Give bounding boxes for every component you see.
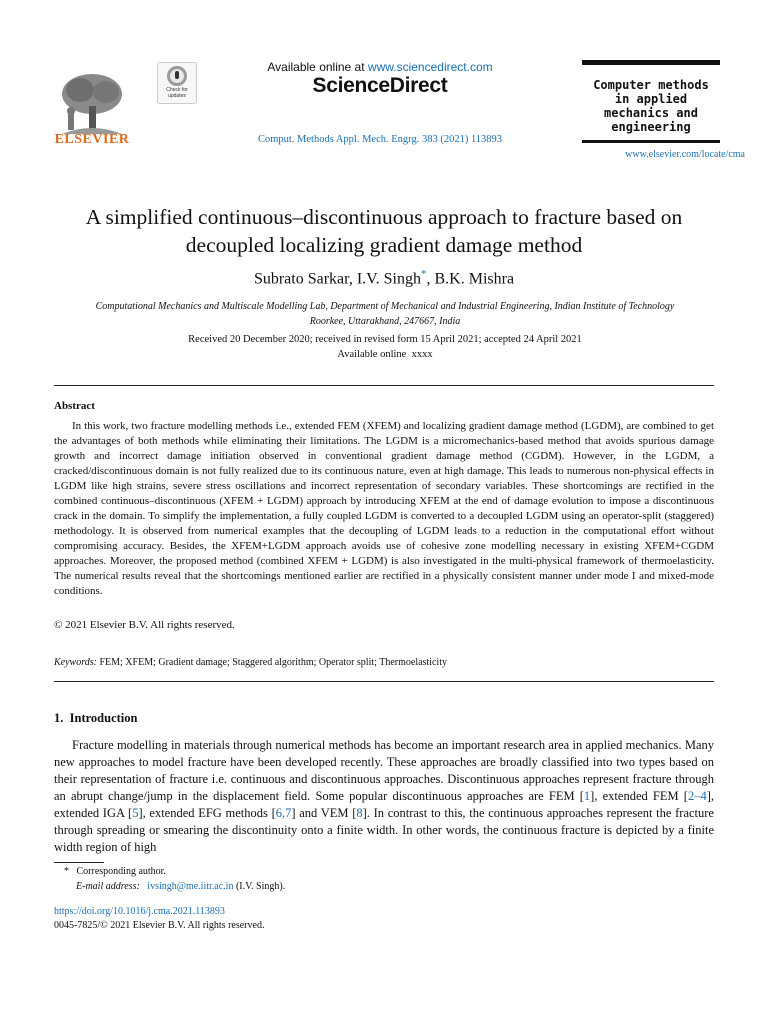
keywords-label: Keywords: (54, 657, 97, 668)
journal-rule-top (582, 60, 720, 65)
journal-title (576, 78, 726, 134)
corresponding-footnote (64, 866, 166, 877)
section-heading: 1. Introduction (54, 711, 138, 725)
keywords (54, 657, 447, 668)
available-online-date: Available online xxxx (337, 349, 433, 360)
intro-text: ] and VEM [ (291, 806, 357, 820)
author-names: Subrato Sarkar, I.V. Singh (253, 270, 421, 288)
journal-citation[interactable]: Comput. Methods Appl. Mech. Engrg. 383 (2021) 113893 (257, 134, 503, 145)
divider-bottom (54, 681, 714, 682)
keywords-list: FEM; XFEM; Gradient damage; Staggered algorithm; Operator split; Thermoelasticity (96, 657, 447, 668)
corresponding-author-link[interactable]: * (421, 268, 427, 280)
sciencedirect-link[interactable]: www.sciencedirect.com (367, 60, 493, 74)
title-line-1: A simplified continuous–discontinuous approach to fracture based on (85, 205, 683, 229)
affiliation-line-1: Computational Mechanics and Multiscale Modelling Lab, Department of Mechanical and Industrial Engineering, Indian Institute of Technology (95, 301, 675, 312)
reference-link[interactable]: 1 (583, 789, 591, 803)
bookmark-icon (167, 66, 187, 86)
journal-title-line: in applied (614, 92, 688, 106)
intro-text: ]. In contrast to this, the continuous approaches represent the fracture through spreading or smearing the discontinuity onto a finite width. In other words, the continuous fracture is depicted by a finite width region of high (54, 806, 714, 854)
intro-text: ], extended EFG methods [ (138, 806, 276, 820)
available-online (200, 60, 560, 74)
affiliation-line-2: Roorkee, Uttarakhand, 247667, India (309, 316, 461, 327)
email-owner: (I.V. Singh). (235, 881, 286, 892)
intro-text: ], extended IGA [ (54, 789, 714, 820)
reference-link[interactable]: 6,7 (275, 806, 292, 820)
available-online-text: Available online at (267, 60, 365, 74)
intro-paragraph (54, 737, 714, 856)
sciencedirect-logo: ScienceDirect (312, 74, 448, 97)
journal-rule-bottom (582, 140, 720, 143)
footnote-rule (54, 862, 104, 863)
article-history (55, 332, 715, 362)
received-dates: Received 20 December 2020; received in revised form 15 April 2021; accepted 24 April 2021 (188, 334, 582, 345)
journal-title-line: Computer methods (593, 78, 709, 92)
journal-title-line: mechanics and (604, 106, 698, 120)
journal-url-link[interactable]: www.elsevier.com/locate/cma (625, 149, 745, 160)
author-list (40, 268, 728, 288)
publisher-wordmark: ELSEVIER (54, 132, 130, 147)
intro-text: Fracture modelling in materials through numerical methods has become an important research area in applied mechanics. Many new approaches to model fracture have been developed recently. These approaches are broadly classified into two types based on their representation of fracture i.e. continuous and discontinuous approaches. Discontinuous approaches represent fracture through an abrupt change/jump in the displacement field. Some popular discontinuous approaches are FEM [ (54, 738, 714, 803)
article-title (40, 203, 728, 259)
reference-link[interactable]: 2–4 (687, 789, 707, 803)
check-badge-label: Check for updates (166, 87, 188, 99)
intro-text: ], extended FEM [ (590, 789, 688, 803)
divider-top (54, 385, 714, 386)
journal-title-line: engineering (611, 120, 691, 134)
check-for-updates-badge[interactable] (157, 62, 197, 104)
affiliation (55, 299, 715, 329)
title-line-2: decoupled localizing gradient damage method (185, 233, 583, 257)
footnote-mark: * (64, 866, 69, 877)
issn-copyright: 0045-7825/© 2021 Elsevier B.V. All rights reserved. (54, 920, 265, 931)
email-label: E-mail address: (76, 881, 140, 892)
reference-link[interactable]: 8 (356, 806, 363, 820)
abstract-heading: Abstract (54, 400, 95, 412)
abstract-copyright: © 2021 Elsevier B.V. All rights reserved. (54, 619, 235, 631)
doi-link[interactable]: https://doi.org/10.1016/j.cma.2021.113893 (54, 906, 225, 917)
abstract-body: In this work, two fracture modelling methods i.e., extended FEM (XFEM) and localizing gradient damage method (LGDM), are combined to get the advantages of both methods while eliminating their limitations. The LGDM is a micromechanics-based method that avoids spurious damage growth and incorrect damage initiation observed in conventional gradient damage method (CGDM). However, in the LGDM, a cracked/discontinuous domain is not fully realized due to its continuous nature, even at high damage. This leads to numerous non-physical effects in LGDM like high strains, severe stress oscillations and incorrect representation of secondary variables. These shortcomings are rectified in the combined continuous–discontinuous (XFEM + LGDM) approach by introducing XFEM at the end of damage evolution to impose a discontinuous crack in the domain. To simplify the implementation, a fully coupled LGDM is converted to a decoupled LGDM using an operator-split (staggered) methodology. It is observed from numerical examples that the decoupling of LGDM leads to a reduction in the computational effort without compromising accuracy. Besides, the XFEM+LGDM approach avoids use of cohesive zone modelling necessary in existing XFEM+CGDM approaches. Moreover, the proposed method (combined XFEM + LGDM) is also investigated in the multi-physical framework of thermoelasticity. The numerical results reveal that the shortcomings mentioned earlier are rectified in a physically consistent manner under mode I and mixed-mode conditions. (54, 420, 714, 597)
reference-link[interactable]: 5 (132, 806, 139, 820)
email-footnote (76, 881, 285, 892)
email-link[interactable]: ivsingh@me.iitr.ac.in (147, 881, 234, 892)
author-names-rest: , B.K. Mishra (426, 270, 515, 288)
corresponding-text: Corresponding author. (76, 866, 166, 877)
